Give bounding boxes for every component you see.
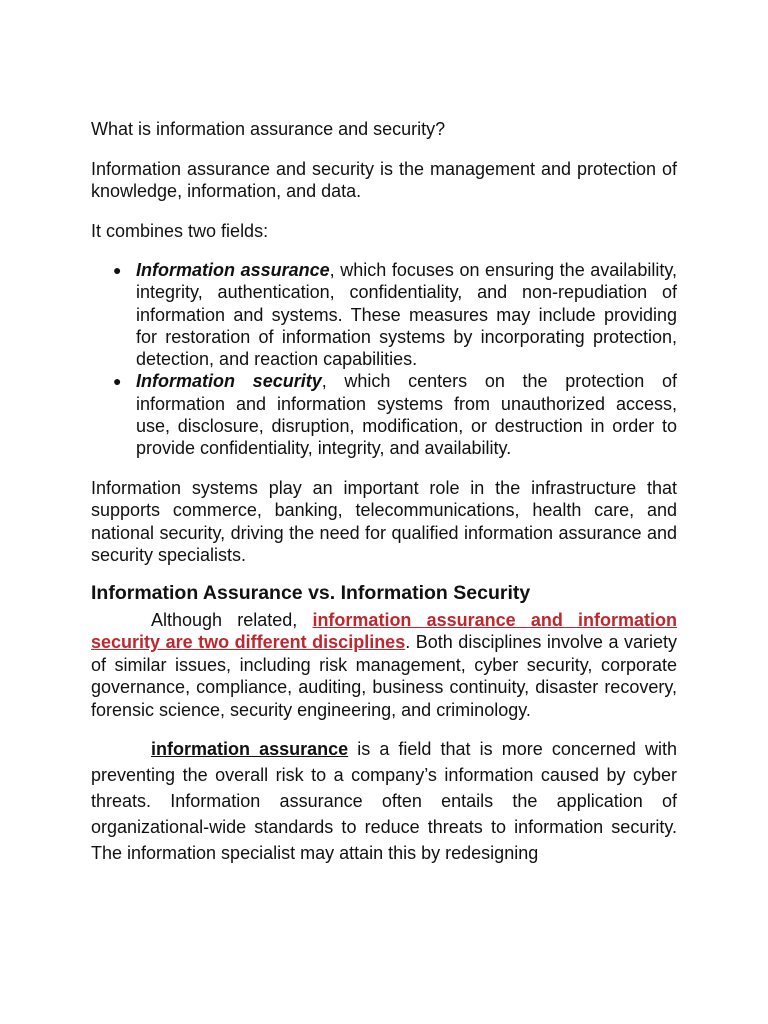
related-paragraph [91,609,677,722]
ia-paragraph [91,736,677,866]
term-information-assurance: Information assurance [136,260,330,280]
bullet-icon: ● [113,262,122,278]
infrastructure-paragraph: Information systems play an important role in the infrastructure that supports commerce, banking, telecommunications, health care, and national security, driving the need for qualified information assurance and security specialists. [91,477,677,566]
bullet-icon: ● [113,373,122,390]
term-information-security: Information security [136,371,322,392]
combines-text: It combines two fields: [91,220,269,241]
related-rest: . Both disciplines involve a variety of similar issues, including risk management, cyber security, corporate governance, compliance, auditing, business continuity, disaster recovery, forensic science, security engineering, and criminology. [91,632,677,721]
document-page [91,118,677,866]
list-item [91,370,677,459]
ia-term: information assurance [151,738,349,759]
ia-rest: is a field that is more concerned with preventing the overall risk to a company’s information caused by cyber threats. Information assurance often entails the application of organizational-wide standards to reduce threats to information security. The information specialist may attain this by redesigning [91,738,677,863]
section-heading: Information Assurance vs. Information Security [91,581,531,604]
fields-list [91,259,677,460]
list-item [91,259,677,370]
list-item-text: , which focuses on ensuring the availability, integrity, authentication, confidentiality, and non-repudiation of information and systems. These measures may include providing for restoration of information systems by incorporating protection, detection, and reaction capabilities. [136,260,677,370]
intro-paragraph: Information assurance and security is the management and protection of knowledge, information, and data. [91,158,677,201]
question-text: What is information assurance and security? [91,119,446,139]
disciplines-link[interactable]: information assurance and information security are two different disciplines [91,609,677,653]
list-item-text: , which centers on the protection of information and information systems from unauthorized access, use, disclosure, disruption, modification, or destruction in order to provide confidentiality, integrity, and availability. [136,371,677,459]
related-lead: Although related, [151,609,313,630]
